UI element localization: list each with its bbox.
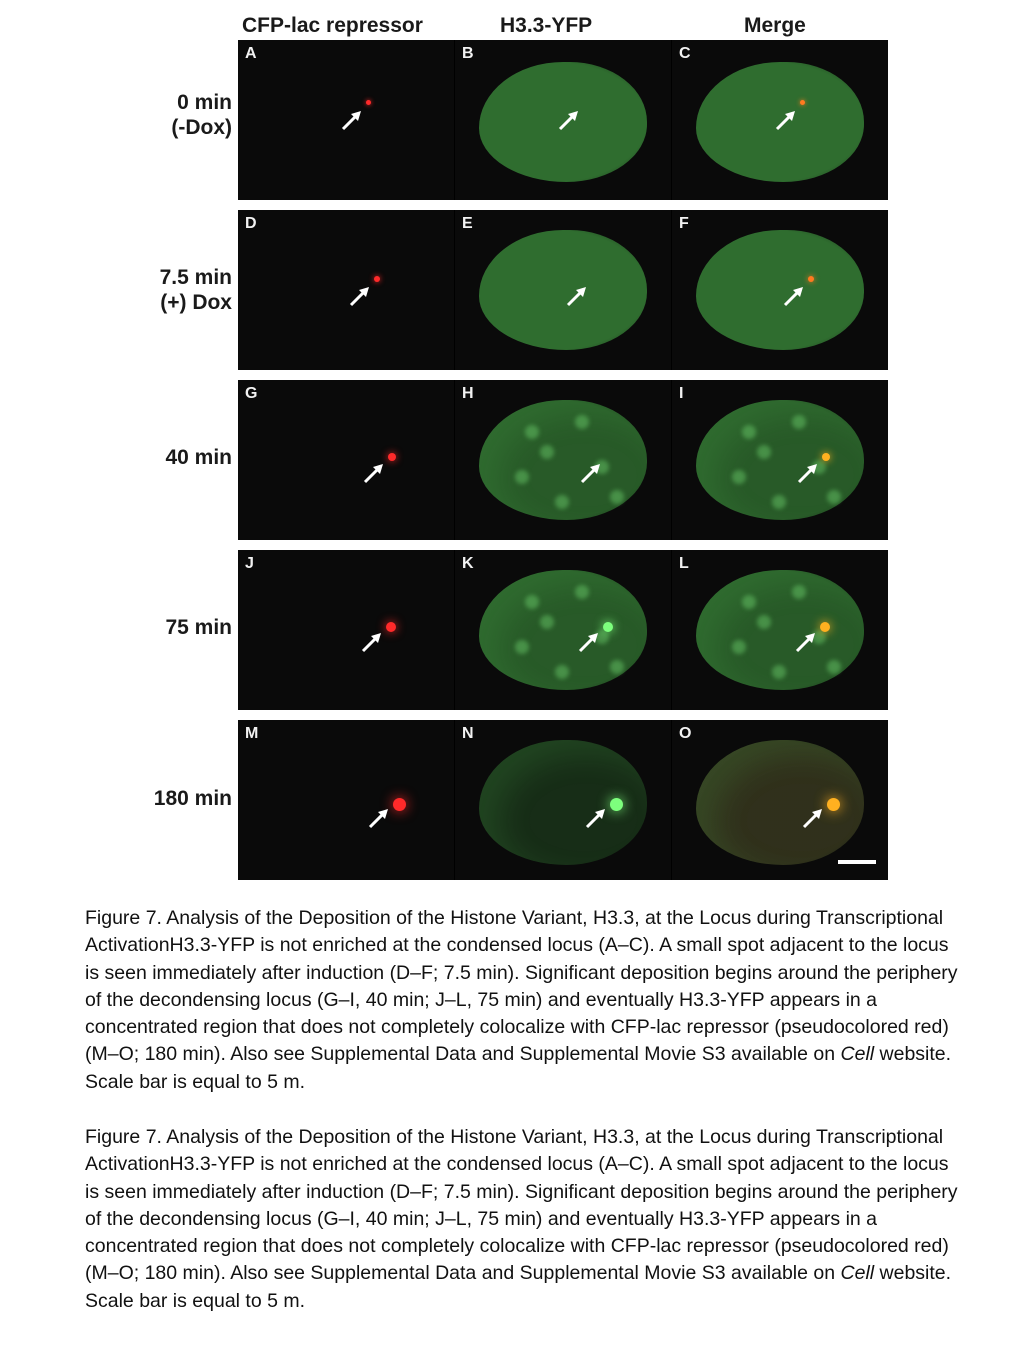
nuclear-speckle — [555, 665, 569, 679]
nuclear-speckle — [827, 490, 841, 504]
panel-letter: D — [245, 215, 257, 232]
arrow-icon — [360, 630, 384, 654]
nuclear-speckle — [540, 445, 554, 459]
row-label-line: 75 min — [165, 616, 232, 639]
row-label-line: (-Dox) — [171, 116, 232, 139]
panel-letter: J — [245, 555, 254, 572]
figure-caption-duplicate — [85, 1124, 965, 1315]
arrow-icon — [782, 284, 806, 308]
arrow-icon — [584, 806, 608, 830]
figure-caption — [85, 905, 965, 1096]
arrow-icon — [579, 461, 603, 485]
panel-row — [238, 720, 888, 880]
arrow-icon — [557, 108, 581, 132]
column-header-merge: Merge — [744, 14, 806, 37]
row-label-line: 40 min — [165, 446, 232, 469]
arrow-icon — [774, 108, 798, 132]
micrograph-panel — [672, 210, 888, 370]
row-label — [100, 445, 232, 470]
locus-spot — [366, 100, 371, 105]
nuclear-speckle — [515, 640, 529, 654]
nuclear-speckle — [792, 415, 806, 429]
row-label-line: (+) Dox — [160, 291, 232, 314]
nuclear-speckle — [575, 415, 589, 429]
row-label-line: 0 min — [177, 91, 232, 114]
locus-spot — [393, 798, 406, 811]
panel-letter: I — [679, 385, 684, 402]
arrow-icon — [362, 461, 386, 485]
panel-letter: B — [462, 45, 474, 62]
arrow-icon — [340, 108, 364, 132]
nuclear-speckle — [610, 490, 624, 504]
nuclear-speckle — [575, 585, 589, 599]
panel-letter: H — [462, 385, 474, 402]
row-label-line: 7.5 min — [159, 266, 232, 289]
row-label — [100, 90, 232, 140]
panel-letter: L — [679, 555, 689, 572]
micrograph-panel — [238, 380, 454, 540]
panel-letter: F — [679, 215, 689, 232]
nuclear-speckle — [757, 445, 771, 459]
nuclear-speckle — [827, 660, 841, 674]
locus-spot — [388, 453, 396, 461]
nuclear-speckle — [772, 665, 786, 679]
arrow-icon — [796, 461, 820, 485]
row-label — [100, 265, 232, 315]
panel-letter: N — [462, 725, 474, 742]
arrow-icon — [348, 284, 372, 308]
caption-text-end: website. Scale bar is equal to 5 m. — [85, 1043, 952, 1093]
arrow-icon — [565, 284, 589, 308]
arrow-icon — [794, 630, 818, 654]
arrow-icon — [367, 806, 391, 830]
scale-bar — [838, 860, 876, 864]
nuclear-speckle — [792, 585, 806, 599]
caption-text-end: website. Scale bar is equal to 5 m. — [85, 1262, 952, 1312]
panel-letter: A — [245, 45, 257, 62]
nuclear-speckle — [732, 640, 746, 654]
panel-row — [238, 380, 888, 540]
nuclear-speckle — [742, 425, 756, 439]
micrograph-panel — [455, 720, 671, 880]
caption-journal-name: Cell — [840, 1262, 875, 1285]
micrograph-panel — [238, 40, 454, 200]
locus-spot — [800, 100, 805, 105]
micrograph-panel — [455, 380, 671, 540]
panel-letter: E — [462, 215, 473, 232]
row-label — [100, 615, 232, 640]
nuclear-speckle — [757, 615, 771, 629]
nuclear-speckle — [742, 595, 756, 609]
panel-letter: O — [679, 725, 692, 742]
row-label — [100, 786, 232, 811]
caption-text: Figure 7. Analysis of the Deposition of the Histone Variant, H3.3, at the Locus during Transcriptional ActivationH3.3-YFP is not enriched at the condensed locus (A–C). A small spot adjacent to the locus is seen immediately after induction (D–F; 7.5 min). Significant deposition begins around the periphery of the decondensing locus (G–I, 40 min; J–L, 75 min) and eventually H3.3-YFP appears in a concentrated region that does not completely colocalize with CFP-lac repressor (pseudocolored red) (M–O; 180 min). Also see Supplemental Data and Supplemental Movie S3 available on — [85, 1126, 958, 1285]
panel-letter: K — [462, 555, 474, 572]
nuclear-speckle — [555, 495, 569, 509]
micrograph-panel — [672, 380, 888, 540]
locus-spot — [386, 622, 396, 632]
locus-spot — [808, 276, 814, 282]
locus-spot — [820, 622, 830, 632]
micrograph-panel — [238, 550, 454, 710]
arrow-icon — [801, 806, 825, 830]
panel-row — [238, 40, 888, 200]
nuclear-speckle — [525, 595, 539, 609]
column-header-cfp: CFP-lac repressor — [242, 14, 423, 37]
micrograph-panel — [238, 720, 454, 880]
locus-spot — [827, 798, 840, 811]
locus-spot — [822, 453, 830, 461]
locus-spot — [603, 622, 613, 632]
micrograph-panel — [672, 550, 888, 710]
panel-row — [238, 550, 888, 710]
micrograph-panel — [455, 210, 671, 370]
locus-spot — [610, 798, 623, 811]
caption-journal-name: Cell — [840, 1043, 875, 1066]
row-label-line: 180 min — [153, 787, 232, 810]
nucleus — [696, 230, 864, 350]
panel-letter: C — [679, 45, 691, 62]
column-header-yfp: H3.3-YFP — [500, 14, 593, 37]
nuclear-speckle — [540, 615, 554, 629]
panel-letter: M — [245, 725, 259, 742]
arrow-icon — [577, 630, 601, 654]
panel-letter: G — [245, 385, 258, 402]
nuclear-speckle — [610, 660, 624, 674]
micrograph-panel — [672, 720, 888, 880]
panel-row — [238, 210, 888, 370]
micrograph-panel — [238, 210, 454, 370]
locus-spot — [374, 276, 380, 282]
nuclear-speckle — [515, 470, 529, 484]
nuclear-speckle — [772, 495, 786, 509]
nuclear-speckle — [732, 470, 746, 484]
caption-text: Figure 7. Analysis of the Deposition of the Histone Variant, H3.3, at the Locus during Transcriptional ActivationH3.3-YFP is not enriched at the condensed locus (A–C). A small spot adjacent to the locus is seen immediately after induction (D–F; 7.5 min). Significant deposition begins around the periphery of the decondensing locus (G–I, 40 min; J–L, 75 min) and eventually H3.3-YFP appears in a concentrated region that does not completely colocalize with CFP-lac repressor (pseudocolored red) (M–O; 180 min). Also see Supplemental Data and Supplemental Movie S3 available on — [85, 907, 958, 1066]
micrograph-panel — [455, 550, 671, 710]
micrograph-panel — [672, 40, 888, 200]
nucleus — [479, 230, 647, 350]
nuclear-speckle — [525, 425, 539, 439]
micrograph-panel — [455, 40, 671, 200]
